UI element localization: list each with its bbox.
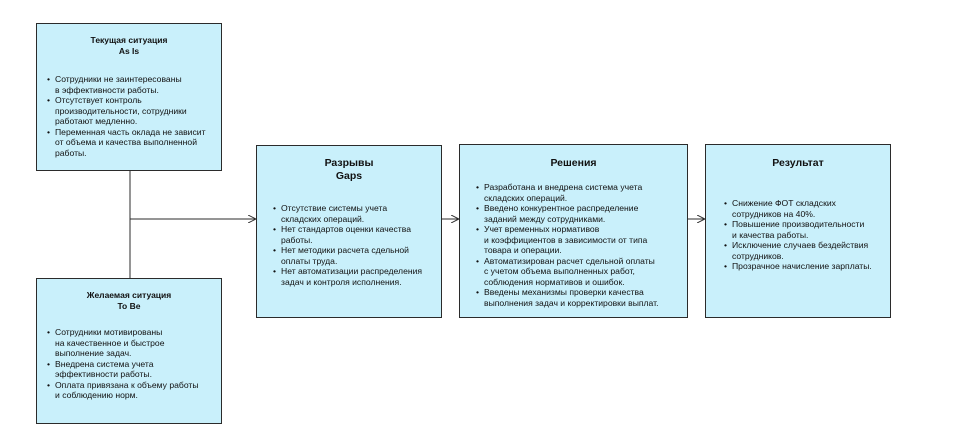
solutions-item: • Учет временных нормативов и коэффициентов в зависимости от типа товара и операции. bbox=[476, 224, 681, 256]
to-be-item: • Сотрудники мотивированы на качественное и быстрое выполнение задач. bbox=[47, 327, 213, 359]
to-be-item: • Внедрена система учета эффективности работы. bbox=[47, 359, 213, 380]
result-item: • Снижение ФОТ складских сотрудников на 40%. bbox=[724, 198, 884, 219]
result-item: • Исключение случаев бездействия сотрудников. bbox=[724, 240, 884, 261]
solutions-item: • Разработана и внедрена система учета складских операций. bbox=[476, 182, 681, 203]
gaps-box bbox=[256, 145, 442, 318]
gaps-title: Разрывы Gaps bbox=[324, 157, 374, 182]
result-item: • Повышение производительности и качества работы. bbox=[724, 219, 884, 240]
as-is-box bbox=[36, 23, 222, 171]
solutions-item: • Автоматизирован расчет сдельной оплаты с учетом объема выполненных работ, соблюдения нормативов и ошибок. bbox=[476, 256, 681, 288]
as-is-item: • Отсутствует контроль производительности, сотрудники работают медленно. bbox=[47, 95, 213, 127]
solutions-item: • Введено конкурентное распределение заданий между сотрудниками. bbox=[476, 203, 681, 224]
as-is-item: • Сотрудники не заинтересованы в эффективности работы. bbox=[47, 74, 213, 95]
to-be-box bbox=[36, 278, 222, 424]
as-is-list bbox=[47, 74, 213, 158]
result-list bbox=[724, 198, 884, 272]
to-be-title: Желаемая ситуация To Be bbox=[86, 290, 172, 311]
to-be-list bbox=[47, 327, 213, 401]
result-title: Результат bbox=[772, 157, 824, 169]
gaps-item: • Нет стандартов оценки качества работы. bbox=[273, 224, 433, 245]
gaps-item: • Отсутствие системы учета складских операций. bbox=[273, 203, 433, 224]
as-is-item: • Переменная часть оклада не зависит от объема и качества выполненной работы. bbox=[47, 127, 213, 159]
gaps-item: • Нет автоматизации распределения задач и контроля исполнения. bbox=[273, 266, 433, 287]
solutions-list bbox=[476, 182, 681, 308]
result-item: • Прозрачное начисление зарплаты. bbox=[724, 261, 884, 272]
gaps-item: • Нет методики расчета сдельной оплаты труда. bbox=[273, 245, 433, 266]
solutions-item: • Введены механизмы проверки качества выполнения задач и корректировки выплат. bbox=[476, 287, 681, 308]
result-box bbox=[705, 144, 891, 318]
gaps-list bbox=[273, 203, 433, 287]
as-is-title: Текущая ситуация As Is bbox=[90, 35, 168, 56]
solutions-box bbox=[459, 144, 688, 318]
to-be-item: • Оплата привязана к объему работы и соблюдению норм. bbox=[47, 380, 213, 401]
solutions-title: Решения bbox=[550, 157, 597, 169]
